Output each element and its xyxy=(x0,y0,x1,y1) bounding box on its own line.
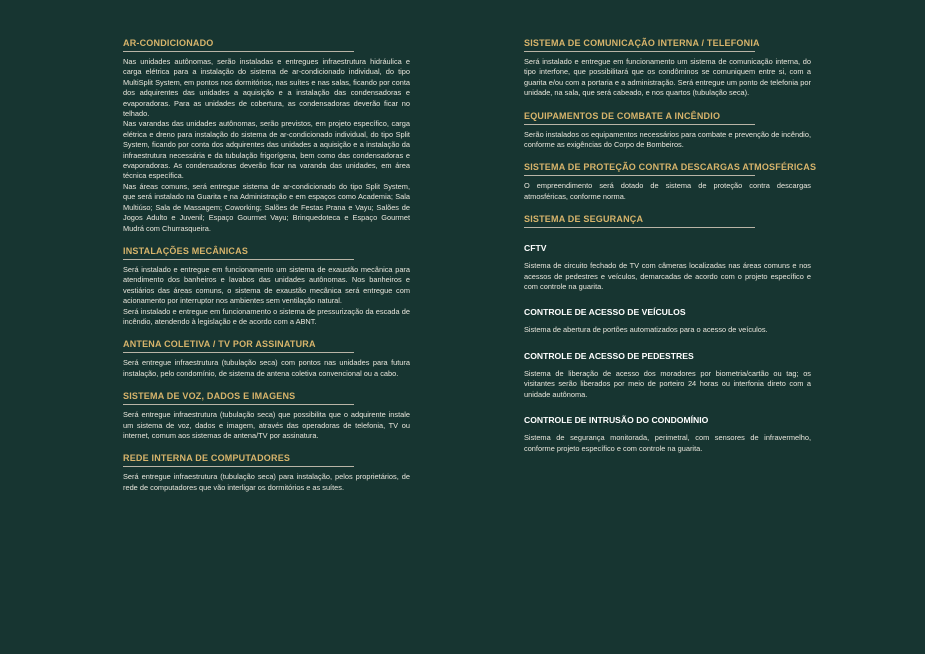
security-item-intrusao xyxy=(524,415,811,454)
section-title: INSTALAÇÕES MECÂNICAS xyxy=(123,245,249,256)
security-item-text: Sistema de segurança monitorada, perimetral, com sensores de infravermelho, conforme projeto específico e com controle na guarita. xyxy=(524,433,811,453)
left-column xyxy=(123,38,410,505)
section-paragraph: Será instalado e entregue em funcionamento um sistema de exaustão mecânica para atendimento dos banheiros e lavabos das unidades autônomas. Nos banheiros e vestiários das áreas comuns, o sistema de exaustão mecânica será entregue com acionamento por interruptor nos ambientes sem ventilação natural. xyxy=(123,264,410,306)
section-divider xyxy=(123,259,354,260)
section-descargas-atmosfericas xyxy=(524,162,817,202)
security-item-acesso-veiculos xyxy=(524,307,811,335)
section-combate-incendio xyxy=(524,111,811,151)
security-item-text: Sistema de liberação de acesso dos moradores por biometria/cartão ou tag; os visitantes serão liberados por meio de porteiro 24 horas ou interfonia direto com a unidade autônoma. xyxy=(524,368,811,399)
security-item-title: CONTROLE DE ACESSO DE PEDESTRES xyxy=(524,350,694,361)
security-item-text: Sistema de abertura de portões automatizados para o acesso de veículos. xyxy=(524,325,768,335)
section-divider xyxy=(524,227,755,228)
section-paragraph: Será entregue infraestrutura (tubulação seca) que possibilita que o adquirente instale um sistema de voz, dados e imagem, através das operadoras de telefonia, TV ou internet, comum aos sistemas de antena/TV por assinatura. xyxy=(123,410,410,440)
section-title: SISTEMA DE SEGURANÇA xyxy=(524,214,644,225)
security-item-title: CONTROLE DE ACESSO DE VEÍCULOS xyxy=(524,307,686,318)
section-title: REDE INTERNA DE COMPUTADORES xyxy=(123,453,291,464)
right-column xyxy=(524,38,817,454)
section-rede-interna xyxy=(123,453,410,493)
section-paragraph: Nas áreas comuns, será entregue sistema de ar-condicionado do tipo Split System, que será instalado na Guarita e na Administração e em espaços como Academia; Sala Multiúso; Sala de Massagem; Coworking; Salões de Festas Prana e Vayu; Salões de Jogos Adulto e Juvenil; Espaço Gourmet Vayu; Brinquedoteca e Espaço Gourmet Mudrá com Churrasqueira. xyxy=(123,181,410,233)
security-item-cftv xyxy=(524,243,811,292)
section-title: EQUIPAMENTOS DE COMBATE A INCÊNDIO xyxy=(524,110,721,121)
section-seguranca xyxy=(524,214,811,454)
section-title: AR-CONDICIONADO xyxy=(123,38,214,48)
section-divider xyxy=(524,124,755,125)
security-item-text: Sistema de circuito fechado de TV com câmeras localizadas nas áreas comuns e nos acessos de pedestres e veículos, demarcadas de acordo com o projeto específico e com controle na guarita. xyxy=(524,261,811,292)
section-title: SISTEMA DE PROTEÇÃO CONTRA DESCARGAS ATMOSFÉRICAS xyxy=(524,162,817,173)
section-title: SISTEMA DE VOZ, DADOS E IMAGENS xyxy=(123,391,296,402)
section-paragraph: Será entregue infraestrutura (tubulação seca) com pontos nas unidades para futura instalação, pelo condomínio, de sistema de antena coletiva convencional ou a cabo. xyxy=(123,358,410,378)
section-divider xyxy=(123,404,354,405)
section-title: SISTEMA DE COMUNICAÇÃO INTERNA / TELEFONIA xyxy=(524,38,760,48)
section-divider xyxy=(123,466,354,467)
section-instalacoes-mecanicas xyxy=(123,246,410,327)
security-item-title: CONTROLE DE INTRUSÃO DO CONDOMÍNIO xyxy=(524,415,709,426)
section-paragraph: Nas varandas das unidades autônomas, serão previstos, em projeto específico, carga elétrica e dreno para instalação do sistema de ar-condicionado individual, do tipo Split System, ficando por conta dos adquirentes das unidades a aquisição e a instalação da infraestrutura necessária e da tubulação frigorígena, bem como das condensadoras e evaporadoras. As condensadoras deverão ficar na varanda das unidades, em área técnica específica. xyxy=(123,119,410,181)
section-paragraph: Será entregue infraestrutura (tubulação seca) para instalação, pelos proprietários, de rede de computadores que vão interligar os dormitórios e as suítes. xyxy=(123,472,410,492)
section-paragraph: Será instalado e entregue em funcionamento o sistema de pressurização da escada de incêndio, atendendo à legislação e de acordo com a ABNT. xyxy=(123,306,410,326)
section-paragraph: O empreendimento será dotado de sistema de proteção contra descargas atmosféricas, conforme norma. xyxy=(524,181,811,201)
section-title: ANTENA COLETIVA / TV POR ASSINATURA xyxy=(123,339,316,350)
security-item-title: CFTV xyxy=(524,243,547,254)
section-paragraph: Será instalado e entregue em funcionamento um sistema de comunicação interna, do tipo interfone, que possibilitará que os condôminos se comuniquem entre si, com a guarita e/ou com a portaria e a administração. Será entregue um ponto de telefonia por unidade, na sala, que será cabeado, e nos quartos (tubulação seca). xyxy=(524,57,811,98)
section-divider xyxy=(524,175,755,176)
section-divider xyxy=(123,51,354,52)
section-paragraph: Serão instalados os equipamentos necessários para combate e prevenção de incêndio, conforme as exigências do Corpo de Bombeiros. xyxy=(524,129,811,150)
security-item-acesso-pedestres xyxy=(524,351,811,400)
section-divider xyxy=(524,51,755,52)
section-voz-dados-imagens xyxy=(123,391,410,441)
section-antena-coletiva xyxy=(123,339,410,379)
section-paragraph: Nas unidades autônomas, serão instaladas e entregues infraestrutura hidráulica e carga elétrica para a instalação do sistema de ar-condicionado individual, do tipo MultiSplit System, em pontos nos dormitórios, nas suítes e nas salas, ficando por conta dos adquirentes das unidades a aquisição e a instalação das condensadoras e evaporadoras. Para as unidades de cobertura, as condensadoras deverão ficar no telhado. xyxy=(123,57,410,119)
section-ar-condicionado xyxy=(123,38,410,234)
section-divider xyxy=(123,352,354,353)
section-comunicacao-interna xyxy=(524,38,811,99)
